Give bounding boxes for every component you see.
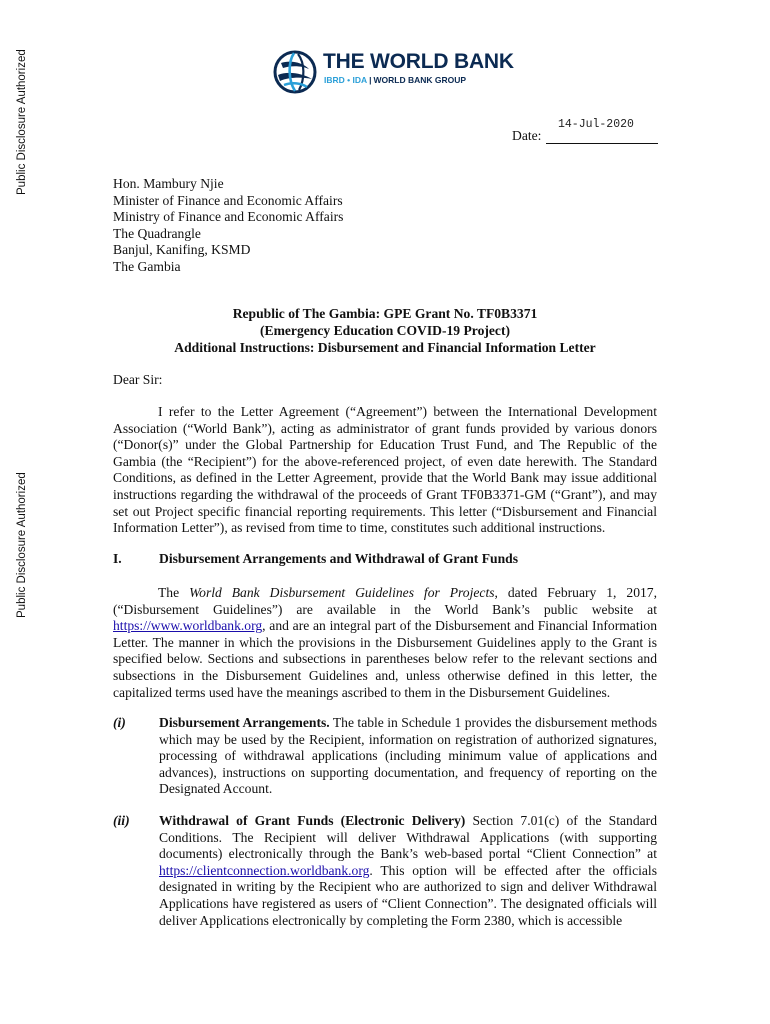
section-number: I. <box>113 551 122 566</box>
item-title: Disbursement Arrangements. <box>159 715 330 730</box>
address-line: The Quadrangle <box>113 225 201 241</box>
subject-line: Additional Instructions: Disbursement and Financial Information Letter <box>174 340 596 355</box>
text-run: , dated February 1, 2017, (“Disbursement Guidelines”) are available in the World Bank’s public website at <box>113 585 657 617</box>
guidelines-title: World Bank Disbursement Guidelines for Projects <box>189 585 495 600</box>
letter-subject <box>113 305 657 356</box>
logo-title: THE WORLD BANK <box>323 50 514 73</box>
address-line: Banjul, Kanifing, KSMD <box>113 242 251 258</box>
item-number: (i) <box>113 715 126 730</box>
client-connection-link[interactable]: https://clientconnection.worldbank.org <box>159 862 370 878</box>
address-line: Minister of Finance and Economic Affairs <box>113 192 343 208</box>
text-run: The <box>158 585 190 600</box>
recipient-address <box>113 176 343 276</box>
intro-text: I refer to the Letter Agreement (“Agreement”) between the International Development Association (“World Bank”), acting as administrator of grant funds provided by various donors (“Donor(s)” under the Global Partnership for Education Trust Fund, and The Republic of the Gambia (the “Recipient”) for the above-referenced project, of even date herewith. The Standard Conditions, as defined in the Letter Agreement, provide that the World Bank may issue additional instructions regarding the withdrawal of the proceeds of Grant TF0B3371-GM (“Grant”), and may set out Project specific financial reporting requirements. This letter (“Disbursement and Financial Information Letter”), as revised from time to time, constitutes such additional instructions. <box>113 404 657 536</box>
subject-line: Republic of The Gambia: GPE Grant No. TF0B3371 <box>232 306 538 321</box>
item-text: . This option will be effected after the officials designated in writing by the Recipient who are authorized to sign and deliver Withdrawal Applications have registered as users of “Client Connection”. The designated officials will deliver Applications electronically by completing the Form 2380, which is accessible <box>159 862 657 928</box>
globe-icon <box>272 49 318 95</box>
section-title: Disbursement Arrangements and Withdrawal of Grant Funds <box>159 551 519 566</box>
worldbank-link[interactable]: https://www.worldbank.org <box>113 618 263 634</box>
address-line: The Gambia <box>113 258 181 274</box>
item-text: Section 7.01(c) of the Standard Conditions. The Recipient will deliver Withdrawal Applications (with supporting documents) electronically through the Bank’s web-based portal “Client Connection” at <box>159 813 657 862</box>
guidelines-text <box>113 585 657 701</box>
intro-paragraph <box>113 404 657 537</box>
logo-subtitle <box>324 75 466 85</box>
date-label: Date: <box>512 128 542 143</box>
disclosure-stamp-middle: Public Disclosure Authorized <box>16 472 28 618</box>
item-withdrawal-electronic <box>159 813 657 929</box>
disclosure-stamp-top: Public Disclosure Authorized <box>16 49 28 195</box>
subject-line: (Emergency Education COVID-19 Project) <box>259 323 511 338</box>
item-disbursement-arrangements <box>159 715 657 798</box>
date-value: 14-Jul-2020 <box>558 118 634 131</box>
world-bank-logo <box>272 47 512 97</box>
address-line: Hon. Mambury Njie <box>113 176 224 191</box>
address-line: Ministry of Finance and Economic Affairs <box>113 209 344 225</box>
date-underline <box>546 143 658 144</box>
item-text: The table in Schedule 1 provides the disbursement methods which may be used by the Recipient, information on registration of authorized signatures, processing of withdrawal applications (including minimum value of applications and advances), instructions on supporting documentation, and frequency of reporting on the Designated Account. <box>159 715 657 797</box>
logo-separator: | <box>369 75 372 85</box>
item-number: (ii) <box>113 813 130 828</box>
item-title: Withdrawal of Grant Funds (Electronic Delivery) <box>159 813 466 828</box>
text-run: , and are an integral part of the Disbursement and Financial Information Letter. The manner in which the provisions in the Disbursement Guidelines apply to the Grant is specified below. Sections and subsections in parentheses below refer to the relevant sections and subsections in the Disbursement Guidelines and, unless otherwise defined in this letter, the capitalized terms used have the meanings ascribed to them in the Disbursement Guidelines. <box>113 618 657 700</box>
salutation: Dear Sir: <box>113 372 163 387</box>
logo-ibrd-ida: IBRD • IDA <box>324 75 368 85</box>
logo-group: WORLD BANK GROUP <box>373 75 467 85</box>
guidelines-paragraph <box>113 585 657 701</box>
date-block <box>512 116 662 144</box>
